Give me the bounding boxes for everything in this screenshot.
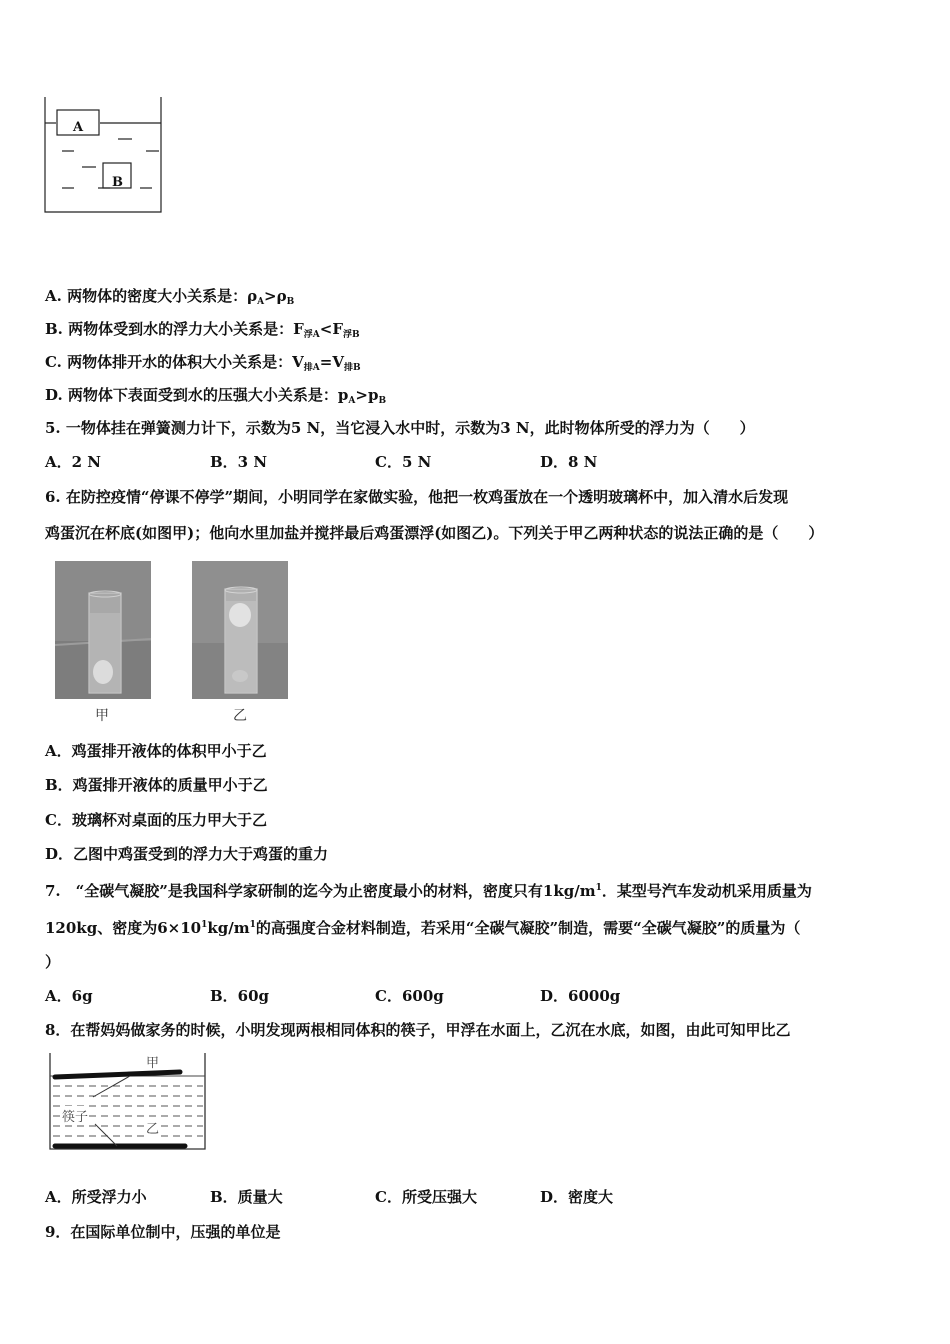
q7-stem-line2: 120kg、密度为$6\times 10^1kg/m^1$的高强度合金材料制造，若采用“全碳气凝胶”制造，需要“全碳气凝胶”的质量为（ (45, 919, 801, 937)
q4-option-b: B. 两物体受到水的浮力大小关系是：$F_{浮A}<F_{浮B}$ (45, 320, 360, 340)
q6-option-a: A．鸡蛋排开液体的体积甲小于乙 (45, 742, 267, 760)
photo-egg-floating (192, 561, 288, 699)
q8-option-c: C．所受压强大 (375, 1188, 477, 1206)
q7-stem-line3: ） (45, 953, 61, 971)
q4-option-a: A. 两物体的密度大小关系是：$\rho_A>\rho_B$ (45, 287, 295, 307)
q6-option-b: B．鸡蛋排开液体的质量甲小于乙 (45, 776, 268, 794)
block-b-label: B (112, 175, 123, 190)
q6-stem-line2: 鸡蛋沉在杯底(如图甲)；他向水里加盐并搅拌最后鸡蛋漂浮(如图乙)。下列关于甲乙两种状态的说法正确的是（ ） (45, 524, 824, 542)
q8-option-a: A．所受浮力小 (45, 1188, 147, 1206)
photo-caption-right: 乙 (233, 708, 247, 724)
q5-option-b: B．3 N (210, 453, 268, 471)
q7-option-c: C．600g (375, 987, 444, 1005)
chopstick-label-top: 甲 (146, 1056, 160, 1071)
q5-stem: 5. 一物体挂在弹簧测力计下，示数为5 N，当它浸入水中时，示数为3 N，此时物体所受的浮力为（ ） (45, 419, 755, 437)
q8-option-b: B．质量大 (210, 1188, 283, 1206)
q9-stem: 9．在国际单位制中，压强的单位是 (45, 1223, 281, 1241)
q5-option-d: D．8 N (540, 453, 598, 471)
q5-option-a: A．2 N (45, 453, 102, 471)
container-figure-ab (40, 95, 170, 220)
q6-option-c: C．玻璃杯对桌面的压力甲大于乙 (45, 811, 267, 829)
q6-option-d: D．乙图中鸡蛋受到的浮力大于鸡蛋的重力 (45, 845, 329, 863)
photo-caption-left: 甲 (95, 708, 109, 724)
q7-option-b: B．60g (210, 987, 270, 1005)
q4-option-d: D. 两物体下表面受到水的压强大小关系是：$p_A>p_B$ (45, 386, 387, 406)
q4-option-c: C. 两物体排开水的体积大小关系是：$V_{排A}=V_{排B}$ (45, 353, 361, 373)
q6-stem-line1: 6. 在防控疫情“停课不停学”期间，小明同学在家做实验，他把一枚鸡蛋放在一个透明玻璃杯中，加入清水后发现 (45, 488, 789, 506)
q7-option-d: D．6000g (540, 987, 621, 1005)
q5-option-c: C．5 N (375, 453, 432, 471)
chopsticks-figure (45, 1050, 210, 1155)
q7-option-a: A．6g (45, 987, 93, 1005)
q7-stem-line1: 7. “全碳气凝胶”是我国科学家研制的迄今为止密度最小的材料，密度只有$1kg/m^1$．某型号汽车发动机采用质量为 (45, 882, 812, 900)
q8-option-d: D．密度大 (540, 1188, 614, 1206)
block-a-label: A (73, 120, 84, 135)
chopstick-label-left: 筷子 (62, 1106, 88, 1125)
q8-stem: 8．在帮妈妈做家务的时候，小明发现两根相同体积的筷子，甲浮在水面上，乙沉在水底，如图，由此可知甲比乙 (45, 1021, 791, 1039)
chopstick-label-bottom: 乙 (146, 1118, 159, 1137)
photo-egg-sunk (55, 561, 151, 699)
